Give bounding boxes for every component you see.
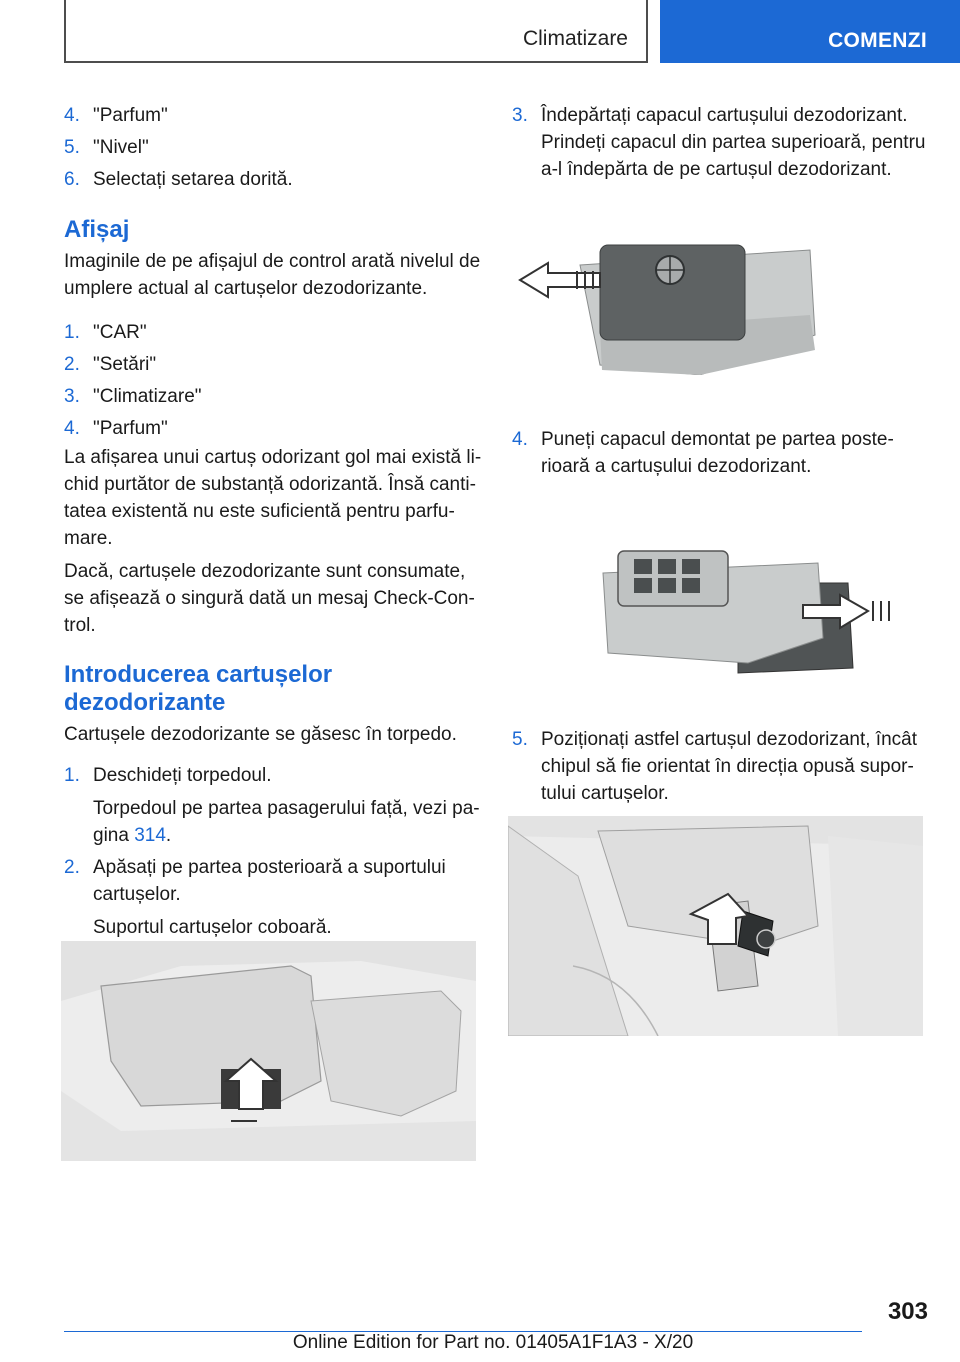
step-number: 2. bbox=[64, 857, 80, 878]
text-line: . bbox=[165, 825, 172, 846]
list-text: Selectați setarea dorită. bbox=[93, 169, 293, 190]
text-line: Puneți capacul demontat pe partea poste- bbox=[541, 429, 894, 450]
list-text: "Nivel" bbox=[93, 137, 149, 158]
section-heading-afisaj: Afișaj bbox=[64, 216, 130, 243]
list-number: 4. bbox=[64, 418, 80, 439]
list-item bbox=[64, 102, 484, 129]
section-heading-introducere bbox=[64, 661, 484, 717]
text-line: cartușelor. bbox=[93, 884, 181, 905]
footer-edition bbox=[0, 1332, 960, 1354]
text-line: Poziționați astfel cartușul dezodorizant, încât bbox=[541, 729, 917, 750]
page-number: 303 bbox=[887, 1298, 928, 1325]
text-line: tatea existentă nu este suficientă pentru parfu- bbox=[64, 501, 455, 522]
list-item bbox=[64, 134, 484, 161]
text-line: Torpedoul pe partea pasagerului față, vezi pa- bbox=[93, 798, 480, 819]
list-number: 2. bbox=[64, 354, 80, 375]
step-subtext bbox=[93, 795, 480, 849]
step-item bbox=[64, 854, 484, 941]
list-number: 3. bbox=[64, 386, 80, 407]
step-number: 5. bbox=[512, 729, 528, 750]
glovebox-wall bbox=[311, 991, 461, 1116]
right-column-step5 bbox=[512, 726, 932, 807]
step-subtext: Suportul cartușelor coboară. bbox=[93, 917, 332, 938]
list-item bbox=[64, 166, 484, 193]
text-line: Apăsați pe partea posterioară a suportului bbox=[93, 857, 446, 878]
list-number: 1. bbox=[64, 322, 80, 343]
text-line: chid purtător de substanță odorizantă. Însă canti- bbox=[64, 474, 476, 495]
arrow-tail-icon bbox=[873, 601, 889, 621]
paragraph bbox=[64, 444, 484, 552]
position-cartridge-image bbox=[508, 816, 923, 1036]
chip-icon bbox=[757, 930, 775, 948]
list-number: 5. bbox=[64, 137, 80, 158]
text-line: Imaginile de pe afișajul de control arată nivelul de bbox=[64, 251, 481, 272]
step-text: Deschideți torpedoul. bbox=[93, 765, 272, 786]
list-text: "Setări" bbox=[93, 354, 157, 375]
step-number: 4. bbox=[512, 429, 528, 450]
step-number: 1. bbox=[64, 765, 80, 786]
list-number: 6. bbox=[64, 169, 80, 190]
text-line: mare. bbox=[64, 528, 113, 549]
list-item bbox=[64, 383, 484, 410]
remove-cap-image bbox=[510, 235, 820, 375]
paragraph: Cartușele dezodorizante se găsesc în torpedo. bbox=[64, 724, 457, 745]
left-column bbox=[64, 102, 484, 941]
step-item bbox=[512, 102, 932, 183]
text-line: La afișarea unui cartuș odorizant gol mai există li- bbox=[64, 447, 482, 468]
text-line: Prindeți capacul din partea superioară, pentru bbox=[541, 132, 926, 153]
list-item bbox=[64, 415, 484, 442]
step-item bbox=[512, 726, 932, 807]
cartridge-holder bbox=[101, 966, 321, 1106]
glovebox-image bbox=[61, 941, 476, 1161]
right-column-step4 bbox=[512, 426, 932, 480]
step-number: 3. bbox=[512, 105, 528, 126]
list-text: "Parfum" bbox=[93, 105, 168, 126]
text-line: trol. bbox=[64, 615, 96, 636]
header-chapter-tab bbox=[660, 0, 960, 63]
text-line: a-l îndepărta de pe cartușul dezodorizant. bbox=[541, 159, 892, 180]
right-column-step3 bbox=[512, 102, 932, 183]
glovebox-right-wall bbox=[828, 836, 923, 1036]
text-line: tului cartușelor. bbox=[541, 783, 669, 804]
list-item bbox=[64, 351, 484, 378]
heading-line: dezodorizante bbox=[64, 689, 226, 716]
paragraph bbox=[64, 248, 484, 302]
list-text: "Parfum" bbox=[93, 418, 168, 439]
text-line: chipul să fie orientat în direcția opusă supor- bbox=[541, 756, 914, 777]
edition-text: Online Edition for Part no. 01405A1F1A3 - X/20 bbox=[292, 1332, 694, 1353]
header-section-title: Climatizare bbox=[522, 27, 628, 50]
header-chapter-title: COMENZI bbox=[828, 29, 927, 52]
list-text: "CAR" bbox=[93, 322, 147, 343]
page-link[interactable]: 314 bbox=[134, 825, 166, 846]
paragraph bbox=[64, 558, 484, 639]
heading-line: Introducerea cartușelor bbox=[64, 661, 333, 688]
text-line: umplere actual al cartușelor dezodorizante. bbox=[64, 278, 428, 299]
list-item bbox=[64, 319, 484, 346]
text-line: rioară a cartușului dezodorizant. bbox=[541, 456, 812, 477]
list-text: "Climatizare" bbox=[93, 386, 202, 407]
place-cap-image bbox=[598, 543, 898, 678]
list-number: 4. bbox=[64, 105, 80, 126]
text-line: Dacă, cartușele dezodorizante sunt consumate, bbox=[64, 561, 466, 582]
header-section-box bbox=[64, 0, 648, 63]
step-item bbox=[64, 762, 484, 849]
step-item bbox=[512, 426, 932, 480]
text-line: gina bbox=[93, 825, 135, 846]
text-line: Îndepărtați capacul cartușului dezodorizant. bbox=[541, 105, 908, 126]
text-line: se afișează o singură dată un mesaj Check-Con- bbox=[64, 588, 475, 609]
